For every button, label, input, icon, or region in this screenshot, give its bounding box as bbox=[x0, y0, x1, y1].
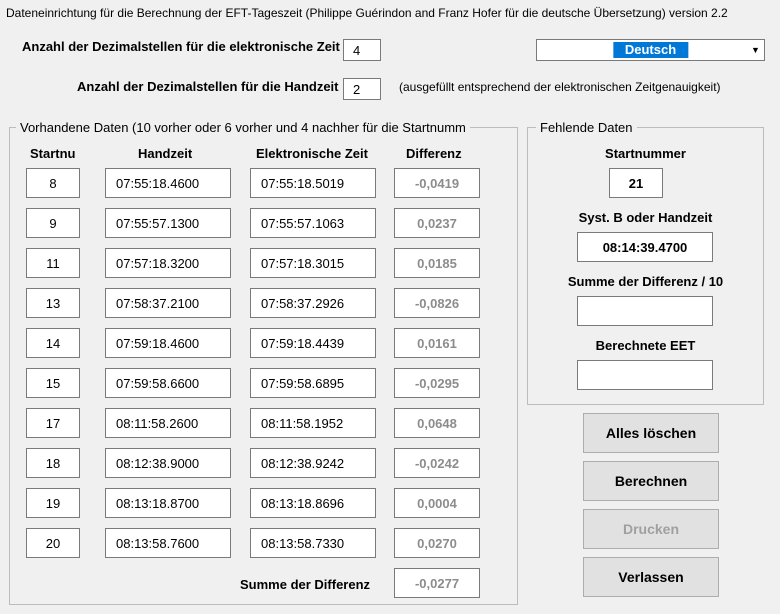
electronic-decimals-label: Anzahl der Dezimalstellen für die elektronische Zeit bbox=[22, 39, 340, 54]
start-number-cell[interactable]: 15 bbox=[26, 368, 80, 398]
electronic-time-cell[interactable]: 07:55:57.1063 bbox=[250, 208, 376, 238]
difference-cell: 0,0270 bbox=[394, 528, 480, 558]
clear-all-button[interactable]: Alles löschen bbox=[583, 413, 719, 453]
hand-time-cell[interactable]: 07:59:58.6600 bbox=[105, 368, 231, 398]
hand-decimals-note: (ausgefüllt entsprechend der elektronischen Zeitgenauigkeit) bbox=[399, 80, 721, 94]
sum-difference-label: Summe der Differenz bbox=[240, 577, 371, 592]
difference-cell: 0,0185 bbox=[394, 248, 480, 278]
start-number-cell[interactable]: 14 bbox=[26, 328, 80, 358]
hand-time-cell[interactable]: 08:11:58.2600 bbox=[105, 408, 231, 438]
electronic-time-cell[interactable]: 07:59:18.4439 bbox=[250, 328, 376, 358]
start-number-input[interactable]: 21 bbox=[609, 168, 663, 198]
electronic-time-cell[interactable]: 08:13:58.7330 bbox=[250, 528, 376, 558]
existing-data-legend: Vorhandene Daten (10 vorher oder 6 vorher und 4 nachher für die Startnumm bbox=[16, 120, 470, 135]
language-select[interactable] bbox=[536, 39, 765, 61]
hand-decimals-input[interactable]: 2 bbox=[343, 78, 381, 100]
hand-time-cell[interactable]: 07:55:57.1300 bbox=[105, 208, 231, 238]
sum-difference-value: -0,0277 bbox=[394, 568, 480, 598]
electronic-time-cell[interactable]: 08:11:58.1952 bbox=[250, 408, 376, 438]
start-number-cell[interactable]: 20 bbox=[26, 528, 80, 558]
hand-time-cell[interactable]: 08:13:58.7600 bbox=[105, 528, 231, 558]
language-selected: Deutsch bbox=[613, 42, 688, 58]
hand-time-cell[interactable]: 07:57:18.3200 bbox=[105, 248, 231, 278]
hand-time-cell[interactable]: 07:59:18.4600 bbox=[105, 328, 231, 358]
difference-cell: 0,0237 bbox=[394, 208, 480, 238]
electronic-time-cell[interactable]: 08:12:38.9242 bbox=[250, 448, 376, 478]
start-number-cell[interactable]: 13 bbox=[26, 288, 80, 318]
start-number-cell[interactable]: 8 bbox=[26, 168, 80, 198]
start-number-cell[interactable]: 18 bbox=[26, 448, 80, 478]
electronic-decimals-input[interactable]: 4 bbox=[343, 39, 381, 61]
calculate-button[interactable]: Berechnen bbox=[583, 461, 719, 501]
print-button: Drucken bbox=[583, 509, 719, 549]
start-number-cell[interactable]: 9 bbox=[26, 208, 80, 238]
hand-time-cell[interactable]: 08:12:38.9000 bbox=[105, 448, 231, 478]
start-number-label: Startnummer bbox=[605, 146, 686, 161]
start-number-cell[interactable]: 17 bbox=[26, 408, 80, 438]
exit-button[interactable]: Verlassen bbox=[583, 557, 719, 597]
header-difference: Differenz bbox=[406, 146, 462, 161]
sum-diff-10-label: Summe der Differenz / 10 bbox=[567, 274, 724, 289]
window-title: Dateneinrichtung für die Berechnung der EFT-Tageszeit (Philippe Guérindon and Franz Hofer für die deutsche Übersetzung) version 2.2 bbox=[6, 6, 728, 20]
hand-time-cell[interactable]: 08:13:18.8700 bbox=[105, 488, 231, 518]
difference-cell: 0,0004 bbox=[394, 488, 480, 518]
sum-diff-10-output bbox=[577, 296, 713, 326]
chevron-down-icon[interactable]: ▼ bbox=[751, 45, 760, 55]
difference-cell: -0,0826 bbox=[394, 288, 480, 318]
calculated-eet-label: Berechnete EET bbox=[595, 338, 696, 353]
header-electronic-time: Elektronische Zeit bbox=[256, 146, 368, 161]
difference-cell: 0,0161 bbox=[394, 328, 480, 358]
electronic-time-cell[interactable]: 07:59:58.6895 bbox=[250, 368, 376, 398]
difference-cell: -0,0295 bbox=[394, 368, 480, 398]
electronic-time-cell[interactable]: 08:13:18.8696 bbox=[250, 488, 376, 518]
systb-input[interactable]: 08:14:39.4700 bbox=[577, 232, 713, 262]
difference-cell: -0,0242 bbox=[394, 448, 480, 478]
hand-decimals-label: Anzahl der Dezimalstellen für die Handzeit bbox=[77, 79, 339, 94]
difference-cell: 0,0648 bbox=[394, 408, 480, 438]
systb-label: Syst. B oder Handzeit bbox=[578, 210, 713, 225]
electronic-time-cell[interactable]: 07:58:37.2926 bbox=[250, 288, 376, 318]
header-start-number: Startnu bbox=[30, 146, 76, 161]
calculated-eet-output bbox=[577, 360, 713, 390]
start-number-cell[interactable]: 11 bbox=[26, 248, 80, 278]
header-hand-time: Handzeit bbox=[138, 146, 193, 161]
hand-time-cell[interactable]: 07:58:37.2100 bbox=[105, 288, 231, 318]
hand-time-cell[interactable]: 07:55:18.4600 bbox=[105, 168, 231, 198]
difference-cell: -0,0419 bbox=[394, 168, 480, 198]
electronic-time-cell[interactable]: 07:55:18.5019 bbox=[250, 168, 376, 198]
electronic-time-cell[interactable]: 07:57:18.3015 bbox=[250, 248, 376, 278]
missing-data-legend: Fehlende Daten bbox=[536, 120, 637, 135]
start-number-cell[interactable]: 19 bbox=[26, 488, 80, 518]
